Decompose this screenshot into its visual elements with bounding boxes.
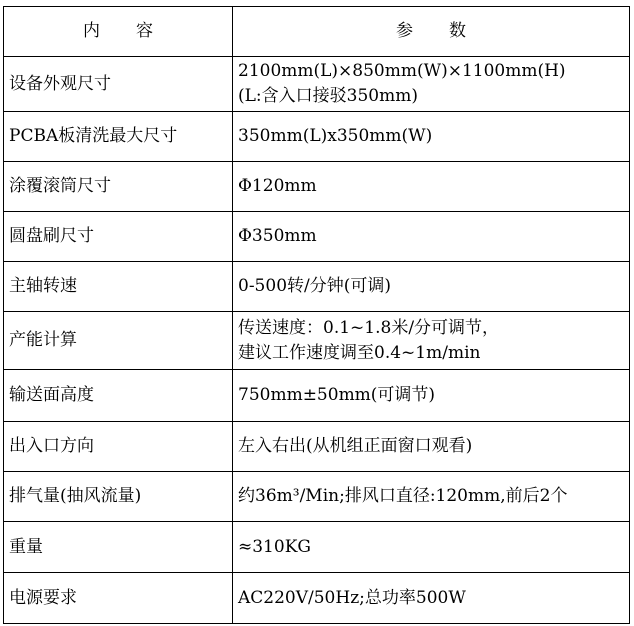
spec-table [3, 6, 630, 624]
row-label: 排气量(抽风流量) [4, 472, 233, 522]
row-label: 产能计算 [4, 312, 233, 370]
row-value [233, 370, 630, 422]
row-label: 重量 [4, 522, 233, 573]
table-row [4, 573, 630, 624]
table-row [4, 262, 630, 312]
row-label: 出入口方向 [4, 422, 233, 472]
row-value-line: AC220V/50Hz;总功率500W [238, 587, 466, 608]
row-value [233, 212, 630, 262]
row-value [233, 162, 630, 212]
table-row [4, 212, 630, 262]
table-row [4, 162, 630, 212]
table-row [4, 112, 630, 162]
row-value-line: 2100mm(L)×850mm(W)×1100mm(H) [238, 61, 566, 82]
table-row [4, 472, 630, 522]
row-value [233, 312, 630, 370]
table-row [4, 422, 630, 472]
row-label: 涂覆滚筒尺寸 [4, 162, 233, 212]
row-label: 设备外观尺寸 [4, 57, 233, 112]
row-value-line: 350mm(L)x350mm(W) [238, 126, 433, 147]
table-header-row [4, 7, 630, 57]
row-value [233, 57, 630, 112]
row-label: PCBA板清洗最大尺寸 [4, 112, 233, 162]
row-value [233, 112, 630, 162]
row-value [233, 422, 630, 472]
row-value [233, 262, 630, 312]
row-value-line: 750mm±50mm(可调节) [238, 385, 436, 406]
row-value [233, 522, 630, 573]
row-value-line: ≈310KG [238, 536, 311, 557]
row-value [233, 573, 630, 624]
row-label: 电源要求 [4, 573, 233, 624]
row-value-line: 0-500转/分钟(可调) [238, 276, 391, 297]
row-value [233, 472, 630, 522]
table-row [4, 57, 630, 112]
row-value-line: 约36m³/Min;排风口直径:120mm,前后2个 [238, 486, 568, 507]
header-parameters: 参 数 [233, 7, 630, 57]
row-value-line: (L:含入口接驳350mm) [238, 86, 418, 106]
row-label: 输送面高度 [4, 370, 233, 422]
row-value-line: Φ120mm [238, 176, 317, 197]
table-row [4, 370, 630, 422]
table-row [4, 312, 630, 370]
row-value-line: 左入右出(从机组正面窗口观看) [238, 436, 473, 457]
row-label: 主轴转速 [4, 262, 233, 312]
row-value-line: 传送速度：0.1~1.8米/分可调节， [238, 317, 500, 338]
row-label: 圆盘刷尺寸 [4, 212, 233, 262]
table-row [4, 522, 630, 573]
row-value-line: Φ350mm [238, 226, 317, 247]
header-content: 内 容 [4, 7, 233, 57]
row-value-line: 建议工作速度调至0.4~1m/min [238, 342, 481, 363]
